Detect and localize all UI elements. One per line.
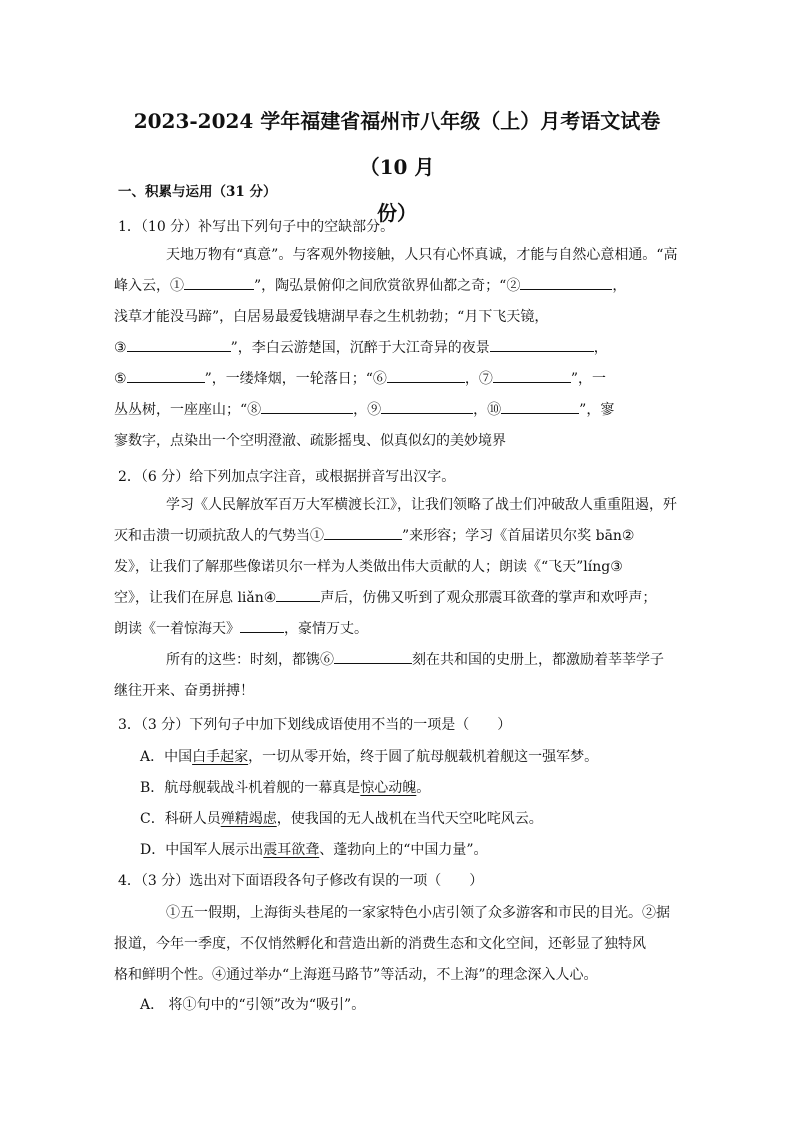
question-2-passage <box>114 490 678 707</box>
q2-line: 发》，让我们了解那些像诺贝尔一样为人类做出伟大贡献的人；朗读《“飞天”líng③ <box>114 559 623 575</box>
q1-line: ⑤ ”，一缕烽烟，一轮落日；“⑥ ，⑦ ”，一 <box>140 364 678 395</box>
q1-line: ③ ”，李白云游楚国，沉醉于大江奇异的夜景 ， <box>140 333 678 364</box>
title-line-2: 份） <box>377 201 417 225</box>
q1-line: 浅草才能没马蹄”，白居易最爱钱塘湖早春之生机勃勃；“月下飞天镜， <box>114 309 549 325</box>
blank-9[interactable] <box>381 397 473 414</box>
q2-line: 灭和击溃一切顽抗敌人的气势当① ”来形容；学习《首届诺贝尔奖 bān② <box>140 521 678 552</box>
q1-line: 丛丛树，一座座山；“⑧ ，⑨ ，⑩ ”，寥 <box>140 395 678 426</box>
blank-10[interactable] <box>501 397 579 414</box>
q1-line: 天地万物有“真意”。与客观外物接触，人只有心怀真诚，才能与自然心意相通。“高 <box>166 247 678 263</box>
blank-q2-5[interactable] <box>240 616 284 633</box>
question-4-stem: 4．（3 分）选出对下面语段各句子修改有误的一项（ ） <box>118 873 484 889</box>
q2-line: 朗读《一着惊海天》 ，豪情万丈。 <box>140 614 678 645</box>
q4-line: ①五一假期，上海街头巷尾的一家家特色小店引领了众多游客和市民的目光。②据 <box>166 905 670 921</box>
option-a[interactable]: A． 将①句中的“引领”改为“吸引”。 <box>140 997 366 1013</box>
q4-line: 格和鲜明个性。④通过举办“上海逛马路节”等活动，不上海”的理念深入人心。 <box>114 967 598 983</box>
blank-3[interactable] <box>127 335 231 352</box>
q1-line: 寥数字，点染出一个空明澄澈、疏影摇曳、似真似幻的美妙境界 <box>114 433 506 449</box>
option-a[interactable]: A．中国白手起家，一切从零开始，终于圆了航母舰载机着舰这一强军梦。 <box>140 749 599 765</box>
q2-line: 空》，让我们在屏息 liǎn④ 声后，仿佛又听到了观众那震耳欲聋的掌声和欢呼声； <box>140 583 678 614</box>
blank-q2-1[interactable] <box>324 523 402 540</box>
question-2-stem: 2．（6 分）给下列加点字注音，或根据拼音写出汉字。 <box>118 469 456 485</box>
blank-5[interactable] <box>127 366 205 383</box>
section-heading: 一、积累与运用（31 分） <box>118 184 277 200</box>
blank-6[interactable] <box>387 366 465 383</box>
option-b[interactable]: B．航母舰载战斗机着舰的一幕真是惊心动魄。 <box>140 780 431 796</box>
title-line-1: 2023-2024 学年福建省福州市八年级（上）月考语文试卷（10 月 <box>133 109 661 179</box>
blank-1[interactable] <box>184 273 254 290</box>
question-4-passage <box>114 898 678 991</box>
blank-q2-6[interactable] <box>334 647 412 664</box>
blank-q2-4[interactable] <box>276 585 320 602</box>
option-d[interactable]: D．中国军人展示出震耳欲聋、蓬勃向上的“中国力量”。 <box>140 842 488 858</box>
question-1-passage <box>114 240 678 457</box>
q1-line: 峰入云，① ”，陶弘景俯仰之间欣赏欲界仙都之奇；“② ， <box>140 271 678 302</box>
option-c[interactable]: C．科研人员殚精竭虑，使我国的无人战机在当代天空叱咤风云。 <box>140 811 543 827</box>
blank-4[interactable] <box>490 335 594 352</box>
q2-line: 所有的这些：时刻，都镌⑥ 刻在共和国的史册上，都激励着莘莘学子 <box>140 645 678 676</box>
blank-7[interactable] <box>493 366 571 383</box>
blank-2[interactable] <box>520 273 612 290</box>
question-1-stem: 1．（10 分）补写出下列句子中的空缺部分。 <box>118 219 395 235</box>
q2-line: 继往开来、奋勇拼搏！ <box>114 683 254 699</box>
question-3-stem: 3．（3 分）下列句子中加下划线成语使用不当的一项是（ ） <box>118 717 512 733</box>
q4-line: 报道，今年一季度，不仅悄然孵化和营造出新的消费生态和文化空间，还彰显了独特风 <box>114 936 646 952</box>
q2-line: 学习《人民解放军百万大军横渡长江》，让我们领略了战士们冲破敌人重重阻遏，歼 <box>166 497 677 513</box>
blank-8[interactable] <box>261 397 353 414</box>
